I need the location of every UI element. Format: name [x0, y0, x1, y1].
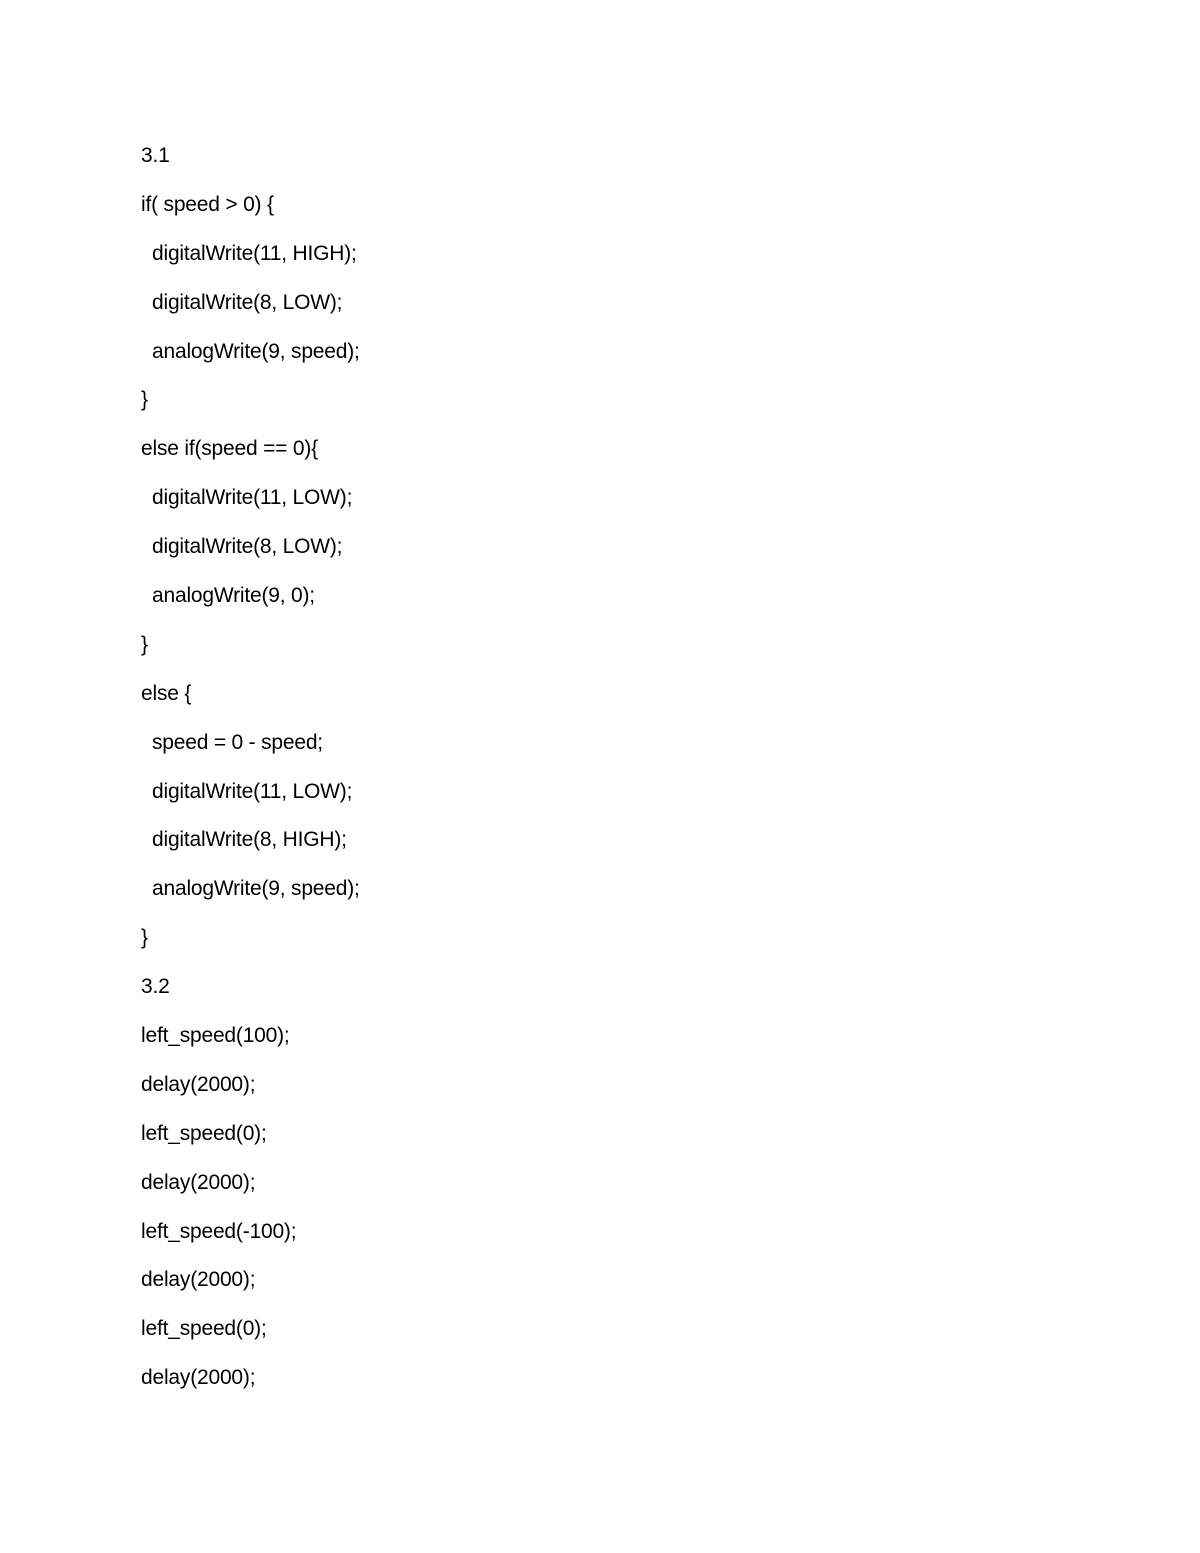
code-line: }: [141, 388, 148, 412]
code-line: }: [141, 632, 148, 656]
code-line: digitalWrite(11, LOW);: [152, 779, 353, 803]
document-content: [141, 137, 1081, 1408]
code-line: analogWrite(9, speed);: [152, 877, 360, 901]
code-line: delay(2000);: [141, 1268, 256, 1292]
code-line: else if(speed == 0){: [141, 437, 318, 461]
code-line: }: [141, 926, 148, 950]
code-line: speed = 0 - speed;: [152, 730, 323, 754]
code-line: if( speed > 0) {: [141, 192, 274, 216]
section-heading-3-1: 3.1: [141, 144, 170, 167]
code-line: else {: [141, 681, 192, 705]
code-line: analogWrite(9, speed);: [152, 339, 360, 363]
code-line: delay(2000);: [141, 1170, 256, 1194]
code-line: analogWrite(9, 0);: [152, 584, 315, 608]
code-line: digitalWrite(8, LOW);: [152, 290, 343, 314]
code-line: digitalWrite(8, LOW);: [152, 535, 343, 559]
code-line: digitalWrite(11, HIGH);: [152, 241, 357, 265]
code-line: delay(2000);: [141, 1366, 256, 1390]
code-line: digitalWrite(8, HIGH);: [152, 828, 347, 852]
section-heading-3-2: 3.2: [141, 975, 170, 999]
code-line: left_speed(0);: [141, 1317, 267, 1341]
code-line: left_speed(100);: [141, 1024, 290, 1048]
code-line: delay(2000);: [141, 1072, 256, 1096]
code-line: digitalWrite(11, LOW);: [152, 486, 353, 510]
code-line: left_speed(0);: [141, 1121, 267, 1145]
code-line: left_speed(-100);: [141, 1219, 297, 1243]
